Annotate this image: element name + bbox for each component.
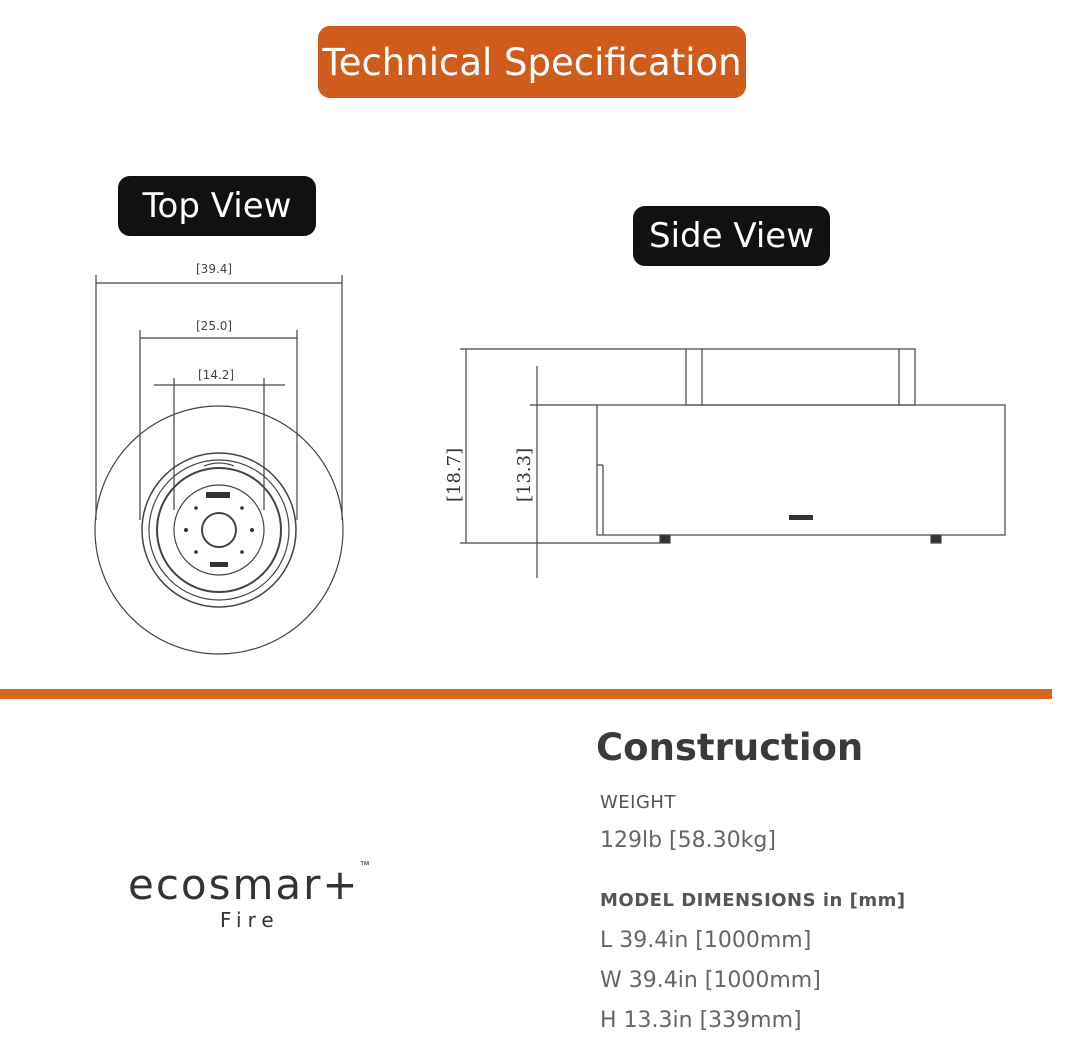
top-view-text: Top View (142, 186, 292, 226)
top-dim-middle: [25.0] (196, 319, 233, 333)
dimensions-label: MODEL DIMENSIONS in [mm] (600, 890, 906, 911)
top-dim-inner: [14.2] (198, 368, 235, 382)
side-view-text: Side View (648, 216, 815, 256)
brand-trademark: ™ (359, 860, 370, 871)
construction-heading: Construction (596, 726, 864, 769)
dimension-length: L 39.4in [1000mm] (600, 928, 812, 953)
side-view-drawing (460, 349, 1005, 578)
side-dim-total: [18.7] (444, 447, 465, 502)
weight-value: 129lb [58.30kg] (600, 828, 776, 853)
side-dim-body: [13.3] (514, 447, 535, 502)
brand-logo (128, 860, 370, 932)
dimension-height: H 13.3in [339mm] (600, 1008, 802, 1033)
brand-sub: Fire (220, 908, 280, 932)
top-dim-outer: [39.4] (196, 262, 233, 276)
dimension-width: W 39.4in [1000mm] (600, 968, 821, 993)
weight-label: WEIGHT (600, 792, 676, 813)
section-divider (0, 689, 1052, 699)
page-title: Technical Specification (322, 40, 742, 84)
brand-name: ecosmar+ (128, 860, 360, 909)
